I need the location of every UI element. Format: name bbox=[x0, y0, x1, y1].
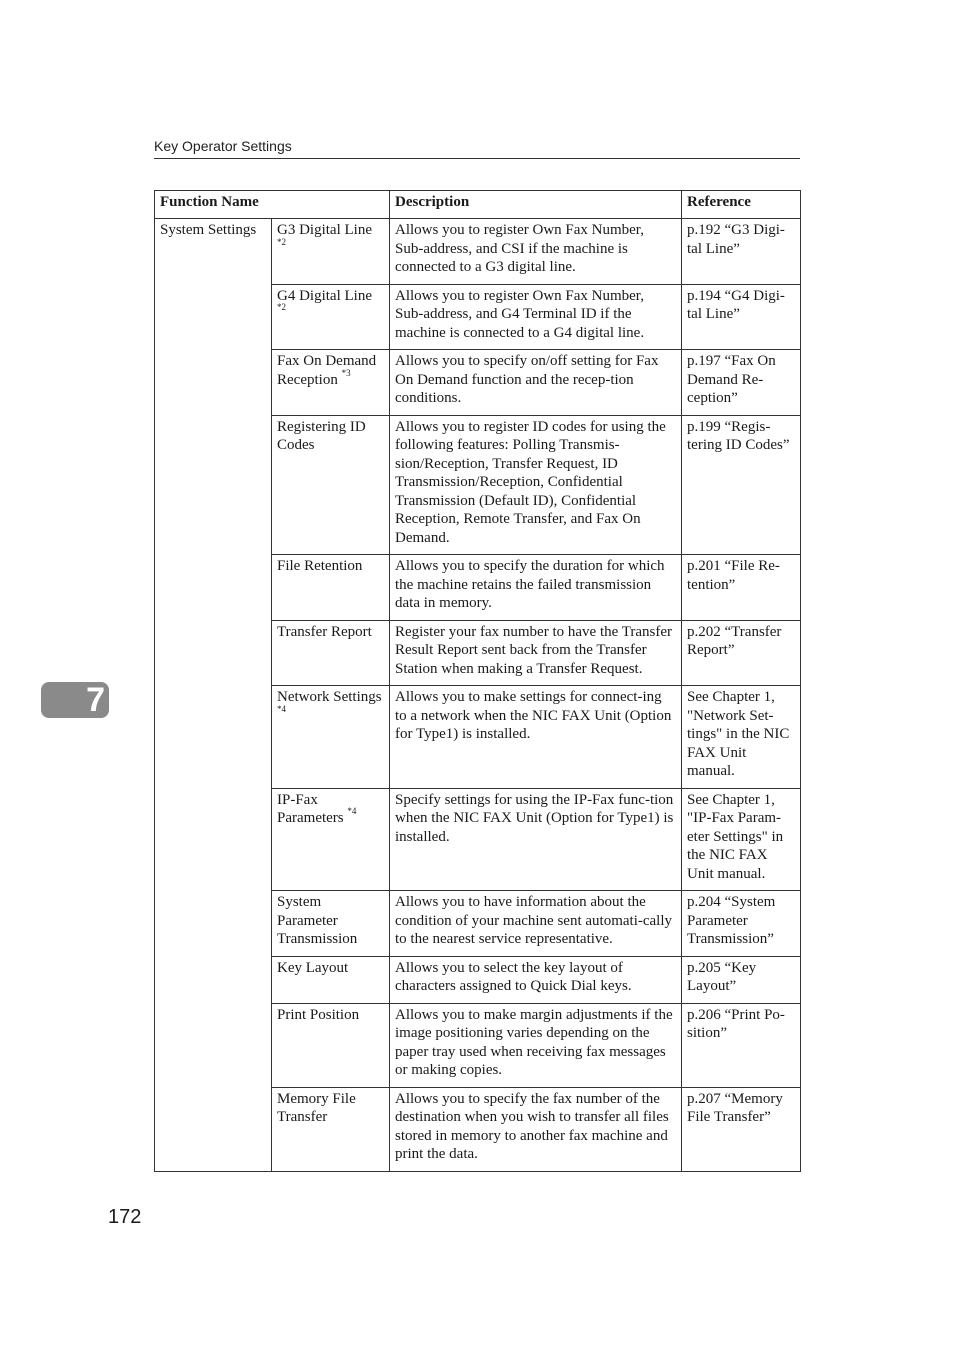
reference-cell: p.205 “Key Layout” bbox=[682, 956, 801, 1003]
reference-cell: p.197 “Fax On Demand Re-ception” bbox=[682, 350, 801, 416]
reference-cell: p.201 “File Re-tention” bbox=[682, 555, 801, 621]
function-name: Network Settings bbox=[277, 689, 382, 705]
reference-cell: p.202 “Transfer Report” bbox=[682, 620, 801, 686]
description-cell: Allows you to register ID codes for using the following features: Polling Transmis-sion/Reception, Transfer Request, ID Transmission/Reception, Confidential Transmission (Default ID), Confidential Reception, Remote Transfer, and Fax On Demand. bbox=[390, 415, 682, 555]
column-header-reference: Reference bbox=[682, 191, 801, 219]
table-body bbox=[155, 219, 801, 1172]
function-name: G3 Digital Line bbox=[277, 222, 372, 238]
column-header-function-name: Function Name bbox=[155, 191, 390, 219]
function-name-cell bbox=[272, 415, 390, 555]
function-name-cell bbox=[272, 284, 390, 350]
function-name: File Retention bbox=[277, 558, 363, 574]
reference-cell: See Chapter 1, "IP-Fax Param-eter Settings" in the NIC FAX Unit manual. bbox=[682, 788, 801, 891]
description-cell: Allows you to register Own Fax Number, Sub-address, and CSI if the machine is connected to a G3 digital line. bbox=[390, 219, 682, 285]
reference-cell: See Chapter 1, "Network Set-tings" in the NIC FAX Unit manual. bbox=[682, 686, 801, 789]
reference-cell: p.204 “System Parameter Transmission” bbox=[682, 891, 801, 957]
description-cell: Allows you to make settings for connect-ing to a network when the NIC FAX Unit (Option for Type1) is installed. bbox=[390, 686, 682, 789]
function-name-cell bbox=[272, 219, 390, 285]
footnote-ref: *4 bbox=[347, 806, 357, 816]
function-name: Memory File Transfer bbox=[277, 1090, 356, 1125]
page-number: 172 bbox=[108, 1206, 142, 1228]
function-name: Key Layout bbox=[277, 959, 349, 976]
function-name-cell bbox=[272, 686, 390, 789]
function-name-cell bbox=[272, 1003, 390, 1087]
description-cell: Specify settings for using the IP-Fax func-tion when the NIC FAX Unit (Option for Type1) is installed. bbox=[390, 788, 682, 891]
function-name-cell bbox=[272, 555, 390, 621]
settings-table bbox=[154, 190, 801, 1172]
function-name-cell bbox=[272, 1087, 390, 1171]
description-cell: Allows you to have information about the condition of your machine sent automati-cally to the nearest service representative. bbox=[390, 891, 682, 957]
table-row bbox=[155, 219, 801, 285]
function-name: Fax On Demand Reception bbox=[277, 353, 377, 388]
chapter-number: 7 bbox=[86, 681, 105, 719]
footnote-ref: *3 bbox=[341, 367, 351, 378]
header-rule bbox=[154, 158, 800, 159]
function-name: Print Position bbox=[277, 1006, 360, 1023]
function-name: Transfer Report bbox=[277, 623, 372, 640]
running-header: Key Operator Settings bbox=[154, 138, 292, 154]
reference-cell: p.192 “G3 Digi-tal Line” bbox=[682, 219, 801, 285]
footnote-ref: *2 bbox=[277, 302, 286, 312]
reference-cell: p.199 “Regis-tering ID Codes” bbox=[682, 415, 801, 555]
function-name-cell bbox=[272, 350, 390, 416]
function-name-cell bbox=[272, 788, 390, 891]
function-name: G4 Digital Line bbox=[277, 287, 372, 304]
group-cell-system-settings: System Settings bbox=[155, 219, 272, 1172]
description-cell: Register your fax number to have the Transfer Result Report sent back from the Transfer Station when making a Transfer Request. bbox=[390, 620, 682, 686]
description-cell: Allows you to make margin adjustments if the image positioning varies depending on the paper tray used when receiving fax messages or making copies. bbox=[390, 1003, 682, 1087]
description-cell: Allows you to specify on/off setting for Fax On Demand function and the recep-tion conditions. bbox=[390, 350, 682, 416]
chapter-tab bbox=[41, 682, 109, 718]
reference-cell: p.206 “Print Po-sition” bbox=[682, 1003, 801, 1087]
function-name-cell bbox=[272, 956, 390, 1003]
function-name: IP-Fax Parameters bbox=[277, 791, 344, 826]
column-header-description: Description bbox=[390, 191, 682, 219]
description-cell: Allows you to register Own Fax Number, Sub-address, and G4 Terminal ID if the machine is connected to a G4 digital line. bbox=[390, 284, 682, 350]
description-cell: Allows you to specify the duration for which the machine retains the failed transmission data in memory. bbox=[390, 555, 682, 621]
description-cell: Allows you to select the key layout of characters assigned to Quick Dial keys. bbox=[390, 956, 682, 1003]
description-cell: Allows you to specify the fax number of the destination when you wish to transfer all files stored in memory to another fax machine and print the data. bbox=[390, 1087, 682, 1171]
reference-cell: p.207 “Memory File Transfer” bbox=[682, 1087, 801, 1171]
table-header-row bbox=[155, 191, 801, 219]
footnote-ref: *4 bbox=[277, 703, 286, 714]
function-name: System Parameter Transmission bbox=[277, 894, 358, 947]
footnote-ref: *2 bbox=[277, 236, 286, 247]
function-name-cell bbox=[272, 620, 390, 686]
function-name-cell bbox=[272, 891, 390, 957]
reference-cell: p.194 “G4 Digi-tal Line” bbox=[682, 284, 801, 350]
function-name: Registering ID Codes bbox=[277, 418, 366, 453]
